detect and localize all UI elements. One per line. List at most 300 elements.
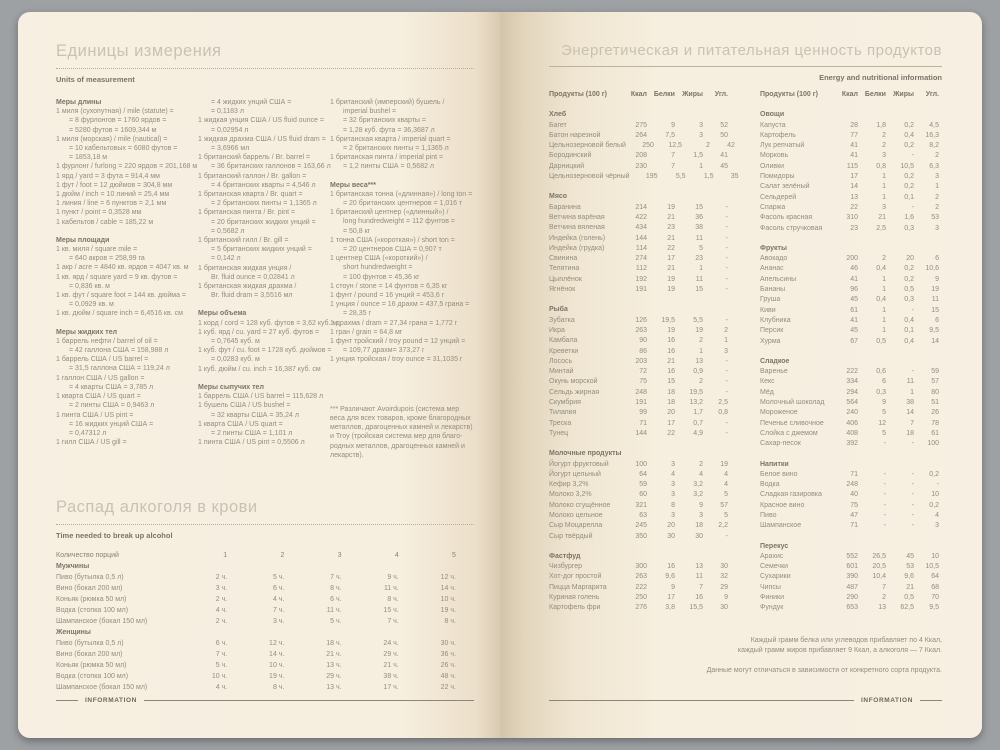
food-value: - [911,440,914,448]
measure-line: = 1,28 куб. фута = 36,3687 л [343,126,435,134]
food-row [760,377,939,387]
food-row [760,552,939,562]
food-name: Телятина [549,265,580,273]
food-value: - [725,203,728,211]
food-name: Ананас [760,265,784,273]
food-value: - [911,306,914,314]
measure-line: 1 британская жидкая унция / [198,264,292,272]
food-row [549,470,728,480]
food-value: 17 [667,419,675,427]
food-name: Хурма [760,337,781,345]
food-name: Киви [760,306,776,314]
alcohol-header-cell: 3 [337,551,342,559]
food-value: 214 [635,203,647,211]
alcohol-group-label: Мужчины [56,562,90,570]
food-row [760,398,939,408]
food-value: 0,2 [929,501,939,509]
alcohol-value: 7 ч. [330,573,342,581]
food-value: 16 [667,368,675,376]
footer-label: INFORMATION [85,697,137,704]
measure-line: = 36 британских галлонов = 163,66 л [211,163,331,171]
food-value: 208 [635,152,647,160]
food-value: - [911,522,914,530]
food-value: 2 [882,594,886,602]
food-value: 9,5 [929,604,939,612]
food-value: 2 [699,460,703,468]
food-name: Фасоль стручковая [760,224,823,232]
alcohol-value: 10 ч. [211,672,228,680]
food-value: 1 [882,183,886,191]
food-name: Минтай [549,368,574,376]
alcohol-row-label: Коньяк (рюмка 50 мл) [56,595,127,603]
alcohol-row-label: Водка (стопка 100 мл) [56,606,129,614]
food-name: Йогурт цельный [549,470,601,478]
measures-columns [56,98,474,460]
measure-line: 1 британская кварта / imperial quart = [330,135,451,143]
food-name: Белое вино [760,470,798,478]
food-value: 30 [720,563,728,571]
food-value: 0,1 [904,193,914,201]
food-row [760,151,939,161]
food-value: 245 [635,522,647,530]
food-header-cell: Белки [653,91,675,98]
food-value: 115 [846,162,858,170]
food-value: - [725,234,728,242]
food-name: Кекс [760,378,775,386]
food-value: 9,6 [904,573,914,581]
alcohol-header-cell: 4 [394,551,399,559]
food-name: Салат зелёный [760,183,810,191]
food-value: 19 [720,460,728,468]
left-page-content [56,12,474,693]
food-value: 41 [850,316,858,324]
food-row [760,490,939,500]
measure-line: short hundredweight = [343,264,413,272]
food-name: Зубатка [549,316,575,324]
food-row [760,224,939,234]
food-row [549,490,728,500]
food-row [549,388,728,398]
food-row [760,121,939,131]
alcohol-value: 19 ч. [440,606,456,614]
food-value: - [883,470,886,478]
footer-line-long [549,700,854,701]
food-name: Индейка (голень) [549,234,606,242]
food-value: 248 [846,481,858,489]
food-row [549,326,728,336]
food-value: 14 [850,183,858,191]
measure-line: = 4 жидких унций США = [211,99,292,106]
alcohol-value: 13 ч. [326,683,342,691]
food-value: 0,7 [693,419,703,427]
food-value: 422 [635,213,647,221]
food-value: 50 [720,131,728,139]
food-value: 6 [935,255,939,263]
food-name: Пицца Маргарита [549,583,607,591]
food-value: 0,2 [929,470,939,478]
food-value: - [725,286,728,294]
food-value: 0,4 [876,296,886,304]
food-name: Ветчина вяленая [549,224,605,232]
footer-label: INFORMATION [861,697,913,704]
right-page-footer [549,697,942,704]
measure-line: = 2 пинты США = 0,9463 л [69,402,155,410]
food-value: - [725,419,728,427]
measure-line: металлов, драгоценных камней и лекарств) [330,424,473,432]
food-value: 1 [724,337,728,345]
food-name: Мороженое [760,409,798,417]
food-value: 64 [931,573,939,581]
food-row [760,193,939,203]
food-value: 23 [667,224,675,232]
food-row [549,562,728,572]
food-name: Ветчина варёная [549,213,605,221]
food-row [760,254,939,264]
measure-line: 1 гилл США / US gill = [56,439,127,447]
alcohol-row [56,605,474,616]
measure-block [56,328,192,448]
food-value: 47 [850,511,858,519]
food-name: Лук репчатый [760,142,805,150]
food-name: Бананы [760,286,786,294]
food-value: 38 [695,224,703,232]
food-section-label: Перекус [760,542,789,550]
food-value: 45 [850,327,858,335]
alcohol-header-cell: 5 [452,551,456,559]
food-value: 12,5 [668,142,682,150]
alcohol-value: 5 ч. [215,661,228,669]
food-value: 3,2 [693,481,703,489]
food-name: Икра [549,326,565,334]
food-row [760,521,939,531]
food-row [549,285,728,295]
alcohol-row [56,649,474,660]
measure-line: 1 фурлонг / furlong = 220 ярдов = 201,168 м [56,163,198,171]
food-value: 191 [635,286,647,294]
food-value: 0,4 [904,316,914,324]
food-row [760,285,939,295]
food-value: 0,3 [904,224,914,232]
food-value: 1 [699,265,703,273]
food-value: 1,6 [904,214,914,222]
food-value: 3 [935,224,939,232]
food-row [549,603,728,613]
food-value: 112 [635,265,647,273]
food-value: 14 [906,409,914,417]
food-value: 1,7 [693,409,703,417]
food-name: Цельнозерновой чёрный [549,173,630,181]
food-value: 15 [667,378,675,386]
food-row [549,141,735,151]
food-value: 1 [910,388,914,396]
measure-block [330,181,476,365]
measure-line: 1 куб. ярд / cu. yard = 27 куб. футов = [198,328,320,336]
alcohol-value: 14 ч. [440,584,456,592]
measure-line: 1 унция / ounce = 16 драхм = 437,5 грана = [330,301,470,309]
food-value: 71 [850,522,858,530]
measure-block [330,98,476,172]
alcohol-table-header [56,550,474,561]
alcohol-value: 5 ч. [330,617,342,625]
food-value: 2 [699,337,703,345]
food-value: 9 [724,594,728,602]
food-name: Персик [760,327,784,335]
food-value: 230 [635,162,647,170]
footer-line-long [144,700,474,701]
food-value: 3 [882,203,886,211]
food-value: 1 [882,193,886,201]
food-row [760,388,939,398]
food-row [760,408,939,418]
food-name: Бородинский [549,152,592,160]
units-subtitle: Units of measurement [56,75,135,84]
food-value: 68 [931,583,939,591]
food-value: 0,4 [904,131,914,139]
food-row [549,367,728,377]
food-value: 17 [667,594,675,602]
food-value: 52 [720,121,728,129]
measure-heading: Меры длины [56,99,102,106]
food-value: 17 [667,255,675,263]
food-value: - [725,213,728,221]
measure-line: 1 фунт тройский / troy pound = 12 унций = [330,338,466,346]
measure-line: 1 бушель США / US bushel = [198,402,291,410]
alcohol-value: 4 ч. [272,595,285,603]
food-value: 86 [639,347,647,355]
food-row [760,141,939,151]
alcohol-value: 38 ч. [383,672,399,680]
food-value: 9 [882,399,886,407]
food-section-label: Хлеб [549,111,567,119]
measure-line: imperial bushel = [343,108,397,116]
food-value: 200 [846,255,858,263]
food-row [549,121,728,131]
alcohol-value: 4 ч. [215,683,228,691]
food-value: 8,2 [929,142,939,150]
measure-line: = 3,6966 мл [211,145,250,153]
food-row [549,480,728,490]
measure-line: 1 британский баррель / Br. barrel = [198,154,311,162]
food-row [549,408,728,418]
food-value: 75 [639,378,647,386]
food-name: Молочный шоколад [760,399,825,407]
alcohol-value: 10 ч. [440,595,456,603]
measure-line: 1 жидкая унция США / US fluid ounce = [198,117,324,125]
measure-line: = 100 фунтов = 45,36 кг [343,273,420,281]
measure-line: = 20 британских центнеров = 1,016 т [343,200,463,208]
food-value: 90 [639,337,647,345]
food-value: 0,5 [904,594,914,602]
alcohol-value: 30 ч. [440,639,456,647]
alcohol-value: 8 ч. [444,617,456,625]
food-value: 14 [931,337,939,345]
measure-line: 1 британский (имперский) бушель / [330,99,445,106]
food-value: 2 [699,378,703,386]
measure-line: 1 дюйм / inch = 10 линий = 25,4 мм [56,191,170,199]
food-value: - [883,440,886,448]
food-row [549,203,728,213]
measure-line: = 0,02954 л [211,126,249,134]
food-row [549,511,728,521]
food-header-cell: Белки [864,91,886,98]
alcohol-value: 19 ч. [269,672,285,680]
measure-line: 1 фунт / pound = 16 унций = 453,6 г [330,292,445,300]
food-row [760,572,939,582]
right-page-content [549,12,942,676]
food-name: Сахар-песок [760,440,801,448]
food-value: 29 [720,583,728,591]
food-value: 552 [846,552,858,560]
alcohol-value: 11 ч. [326,606,342,614]
food-row [760,562,939,572]
food-name: Картофель [760,131,796,139]
food-value: 13 [695,357,703,365]
food-value: 9 [699,501,703,509]
alcohol-value: 4 ч. [215,606,228,614]
food-row [549,521,728,531]
food-value: 434 [635,224,647,232]
food-value: 11 [695,275,703,283]
food-row [549,172,739,182]
food-value: - [883,511,886,519]
food-value: 6 [882,378,886,386]
food-value: 2,5 [876,224,886,232]
alcohol-row [56,616,474,627]
food-value: 1 [699,162,703,170]
measure-line: = 0,142 л [211,255,241,263]
food-value: 7 [882,583,886,591]
food-value: 21 [667,265,675,273]
food-value: 36 [695,213,703,221]
food-value: 21 [878,214,886,222]
food-value: 294 [846,388,858,396]
food-value: 334 [846,378,858,386]
food-value: 11 [695,234,703,242]
food-value: 1 [882,275,886,283]
food-row [760,501,939,511]
alcohol-value: 29 ч. [383,650,399,658]
alcohol-header-cell: Количество порций [56,551,119,559]
nutrition-subtitle: Energy and nutritional information [819,73,942,82]
nutrition-title: Энергетическая и питательная ценность продуктов [561,42,942,59]
food-value: - [725,532,728,540]
food-value: 4 [724,470,728,478]
food-name: Дарницкий [549,162,585,170]
food-value: 9,5 [929,327,939,335]
food-name: Батон нарезной [549,131,601,139]
measure-block [198,98,331,300]
measure-heading: Меры жидких тел [56,328,118,336]
nutrition-title-rule [549,66,942,67]
food-name: Ягнёнок [549,286,576,294]
food-value: 4 [935,511,939,519]
measure-line: = 1853,18 м [69,154,108,162]
food-value: 3 [882,152,886,160]
food-name: Окунь морской [549,378,598,386]
food-value: 248 [635,388,647,396]
measure-line: 1 кабельтов / cable = 185,22 м [56,218,154,226]
measure-column [198,98,338,460]
alcohol-row [56,583,474,594]
food-value: 100 [635,460,647,468]
measure-line: 1 британский гилл / Br. gill = [198,237,289,245]
food-value: 7,5 [665,131,675,139]
food-value: 23 [850,224,858,232]
footnote: Каждый грамм белка или углеводов прибавляет по 4 Ккал, [750,636,942,644]
food-value: 16 [667,563,675,571]
food-row [549,254,728,264]
food-value: 487 [846,583,858,591]
food-value: 45 [906,552,914,560]
food-value: 4,5 [929,121,939,129]
food-value: 53 [931,214,939,222]
food-value: 144 [635,234,647,242]
food-value: 1 [699,347,703,355]
measure-block [56,98,198,227]
food-value: 1 [935,183,939,191]
food-header-cell: Ккал [841,91,858,98]
measure-block [56,236,192,319]
food-value: 41 [850,152,858,160]
measure-line: = 20 британских жидких унций = [211,218,316,226]
food-name: Клубника [760,316,791,324]
food-value: 300 [635,563,647,571]
food-value: 4 [699,470,703,478]
food-name: Оливки [760,162,785,170]
food-value: 3,8 [665,604,675,612]
alcohol-section [56,498,474,693]
food-value: 18 [906,429,914,437]
alcohol-row [56,660,474,671]
food-value: 390 [846,573,858,581]
food-name: Слойка с джемом [760,429,818,437]
food-value: 0,2 [904,121,914,129]
alcohol-value: 6 ч. [215,639,228,647]
alcohol-value: 11 ч. [383,584,399,592]
left-page [18,12,500,738]
measure-line: = 0,1183 л [211,108,244,116]
food-value: 7 [699,583,703,591]
alcohol-value: 17 ч. [383,683,399,691]
food-row [549,244,728,254]
food-value: 42 [727,142,735,150]
food-value: 72 [639,368,647,376]
food-value: - [725,244,728,252]
food-row [549,460,728,470]
alcohol-value: 10 ч. [269,661,285,669]
alcohol-value: 12 ч. [440,573,456,581]
measure-line: = 28,35 г [343,310,372,318]
food-value: - [883,481,886,489]
food-name: Печенье сливочное [760,419,824,427]
food-value: - [883,501,886,509]
measure-line: 1 пинта США / US pint = 0,5506 л [198,439,305,447]
measure-line: 1 куб. фут / cu. foot = 1728 куб. дюймов = [198,347,332,355]
food-value: 5 [724,491,728,499]
alcohol-value: 36 ч. [440,650,456,658]
food-value: - [911,481,914,489]
alcohol-value: 2 ч. [215,617,228,625]
food-name: Чипсы [760,583,781,591]
food-row [760,429,939,439]
alcohol-value: 12 ч. [269,639,285,647]
measure-line: = 20 центнеров США = 0,907 т [343,246,442,254]
food-name: Сельдерей [760,193,797,201]
food-value: 19,5 [689,388,703,396]
food-value: 0,3 [904,296,914,304]
measure-line: 1 кв. фут / square foot = 144 кв. дюйма = [56,292,187,300]
food-value: 45 [720,162,728,170]
